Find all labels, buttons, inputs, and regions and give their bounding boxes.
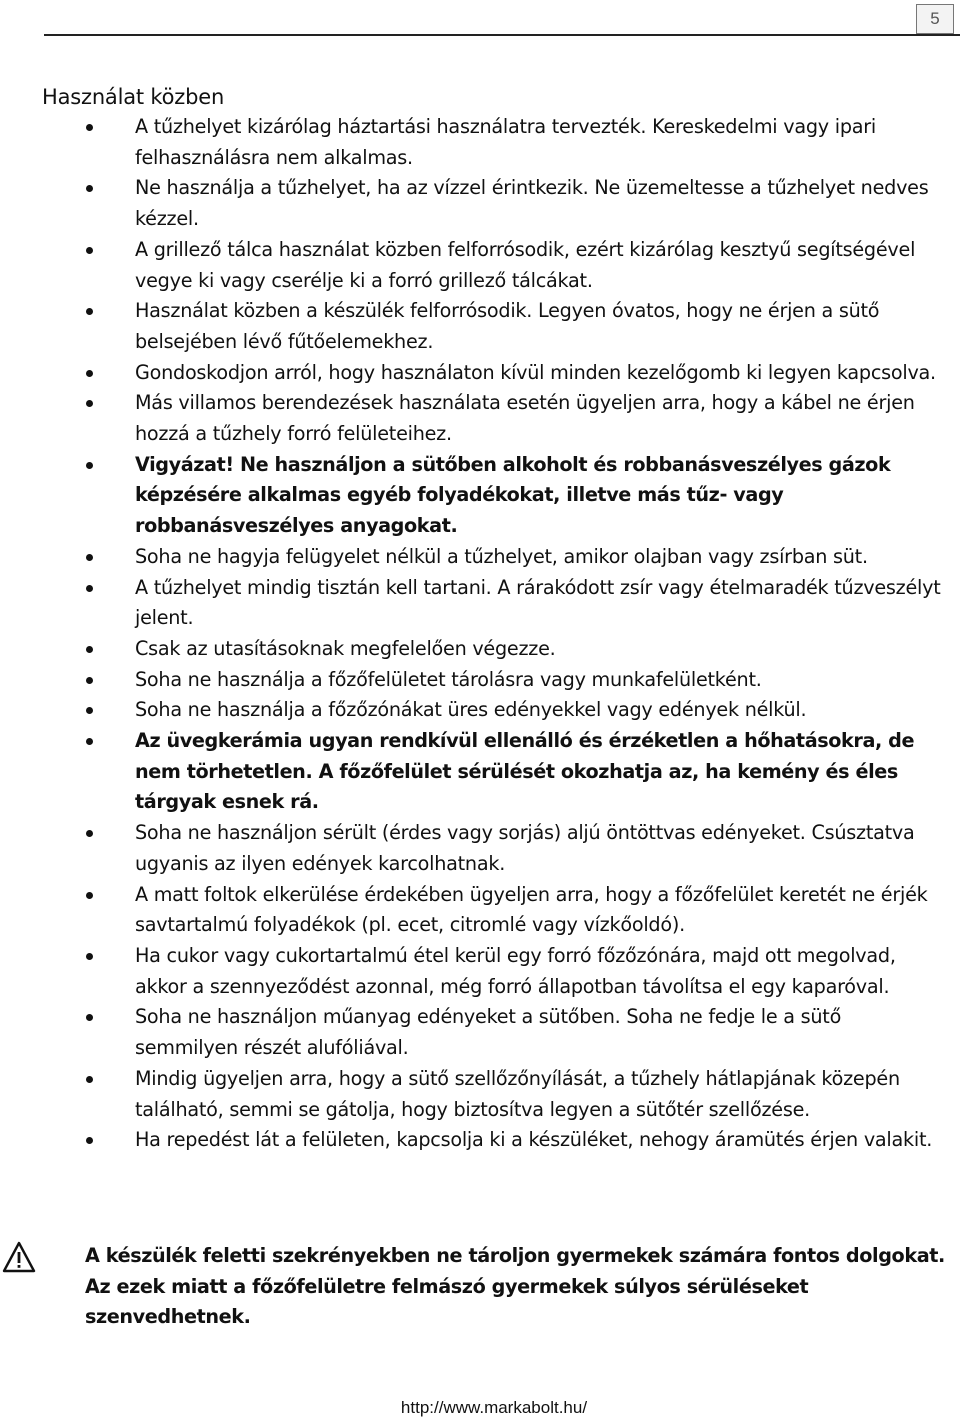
- list-item: [0, 573, 960, 634]
- list-item: [0, 388, 960, 449]
- list-item-text: Soha ne használja a főzőzónákat üres edényekkel vagy edények nélkül.: [135, 698, 807, 722]
- list-item: [0, 1125, 960, 1156]
- bullet-icon: [86, 1076, 93, 1083]
- bullet-icon: [86, 830, 93, 837]
- bullet-icon: [86, 1137, 93, 1144]
- list-item: [0, 818, 960, 879]
- list-item-text: Soha ne használja a főzőfelületet tárolásra vagy munkafelületként.: [135, 667, 762, 691]
- list-item: [0, 695, 960, 726]
- bullet-icon: [86, 400, 93, 407]
- bullet-icon: [86, 585, 93, 592]
- list-item-text: Ha cukor vagy cukortartalmú étel kerül egy forró főzőzónára, majd ott megolvad, akkor a szennyeződést azonnal, még forró állapotban távolítsa el egy kaparóval.: [135, 943, 896, 998]
- list-item-text: Vigyázat! Ne használjon a sütőben alkoholt és robbanásveszélyes gázok képzésére alkalmas egyéb folyadékokat, illetve más tűz- vagy robbanásveszélyes anyagokat.: [135, 452, 891, 538]
- list-item-text: Az üvegkerámia ugyan rendkívül ellenálló és érzéketlen a hőhatásokra, de nem törhetetlen. A főzőfelület sérülését okozhatja az, ha kemény és éles tárgyak esnek rá.: [135, 729, 915, 814]
- bullet-icon: [86, 677, 93, 684]
- list-item-text: A grillező tálca használat közben felforrósodik, ezért kizárólag kesztyű segítségével vegye ki vagy cserélje ki a forró grillező tálcákat.: [135, 237, 916, 292]
- list-item-text: Ne használja a tűzhelyet, ha az vízzel érintkezik. Ne üzemeltesse a tűzhelyet nedves kézzel.: [135, 176, 929, 231]
- list-item-text: Soha ne használjon műanyag edényeket a sütőben. Soha ne fedje le a sütő semmilyen részét alufóliával.: [135, 1005, 842, 1060]
- list-item: [0, 112, 960, 173]
- list-item-text: Soha ne használjon sérült (érdes vagy sorjás) aljú öntöttvas edényeket. Csúsztatva ugyanis az ilyen edények karcolhatnak.: [135, 821, 915, 875]
- list-item: [0, 358, 960, 389]
- footer-url: http://www.markabolt.hu/: [400, 1398, 588, 1417]
- list-item: [0, 1064, 960, 1125]
- list-item-text: Más villamos berendezések használata esetén ügyeljen arra, hogy a kábel ne érjen hozzá a tűzhely forró felületeihez.: [135, 391, 915, 446]
- header-rule: [44, 34, 960, 36]
- bullet-icon: [86, 738, 93, 745]
- list-item: [0, 542, 960, 573]
- bullet-icon: [86, 185, 93, 192]
- warning-text: A készülék feletti szekrényekben ne tároljon gyermekek számára fontos dolgokat. Az ezek miatt a főzőfelületre felmászó gyermekek súlyos sérüléseket szenvedhetnek.: [85, 1244, 945, 1329]
- page-number: 5: [916, 4, 954, 34]
- bullet-icon: [86, 646, 93, 653]
- bullet-icon: [86, 892, 93, 899]
- bullet-icon: [86, 707, 93, 714]
- section-title: Használat közben: [42, 85, 225, 109]
- list-item-text: A tűzhelyet mindig tisztán kell tartani. A rárakódott zsír vagy ételmaradék tűzveszélyt jelent.: [135, 575, 941, 630]
- bullet-icon: [86, 247, 93, 254]
- list-item-text: Használat közben a készülék felforrósodik. Legyen óvatos, hogy ne érjen a sütő belsejében lévő fűtőelemekhez.: [135, 299, 880, 353]
- list-item: [0, 941, 960, 1002]
- warning-triangle-icon: [2, 1241, 36, 1273]
- bullet-icon: [86, 370, 93, 377]
- list-item: [0, 634, 960, 665]
- list-item-text: A matt foltok elkerülése érdekében ügyeljen arra, hogy a főzőfelület keretét ne érjék savtartalmú folyadékok (pl. ecet, citromlé vagy vízkőoldó).: [135, 882, 928, 937]
- safety-instructions-list: [0, 112, 960, 1156]
- list-item: [0, 726, 960, 818]
- bullet-icon: [86, 554, 93, 561]
- bullet-icon: [86, 953, 93, 960]
- list-item: [0, 235, 960, 296]
- bullet-icon: [86, 1014, 93, 1021]
- list-item-text: Gondoskodjon arról, hogy használaton kívül minden kezelőgomb ki legyen kapcsolva.: [135, 360, 936, 384]
- list-item: [0, 173, 960, 234]
- bullet-icon: [86, 308, 93, 315]
- list-item: [0, 296, 960, 357]
- bullet-icon: [86, 124, 93, 131]
- list-item-text: Soha ne hagyja felügyelet nélkül a tűzhelyet, amikor olajban vagy zsírban süt.: [135, 544, 868, 568]
- list-item-text: A tűzhelyet kizárólag háztartási használatra tervezték. Kereskedelmi vagy ipari felhasználásra nem alkalmas.: [135, 115, 876, 169]
- list-item: [0, 665, 960, 696]
- list-item: [0, 880, 960, 941]
- list-item-text: Ha repedést lát a felületen, kapcsolja ki a készüléket, nehogy áramütés érjen valakit.: [135, 1128, 933, 1152]
- list-item-text: Mindig ügyeljen arra, hogy a sütő szellőzőnyílását, a tűzhely hátlapjának közepén található, semmi se gátolja, hogy biztosítva legyen a sütőtér szellőzése.: [135, 1066, 900, 1121]
- bullet-icon: [86, 462, 93, 469]
- list-item: [0, 1002, 960, 1063]
- list-item-text: Csak az utasításoknak megfelelően végezze.: [135, 636, 556, 660]
- list-item: [0, 450, 960, 542]
